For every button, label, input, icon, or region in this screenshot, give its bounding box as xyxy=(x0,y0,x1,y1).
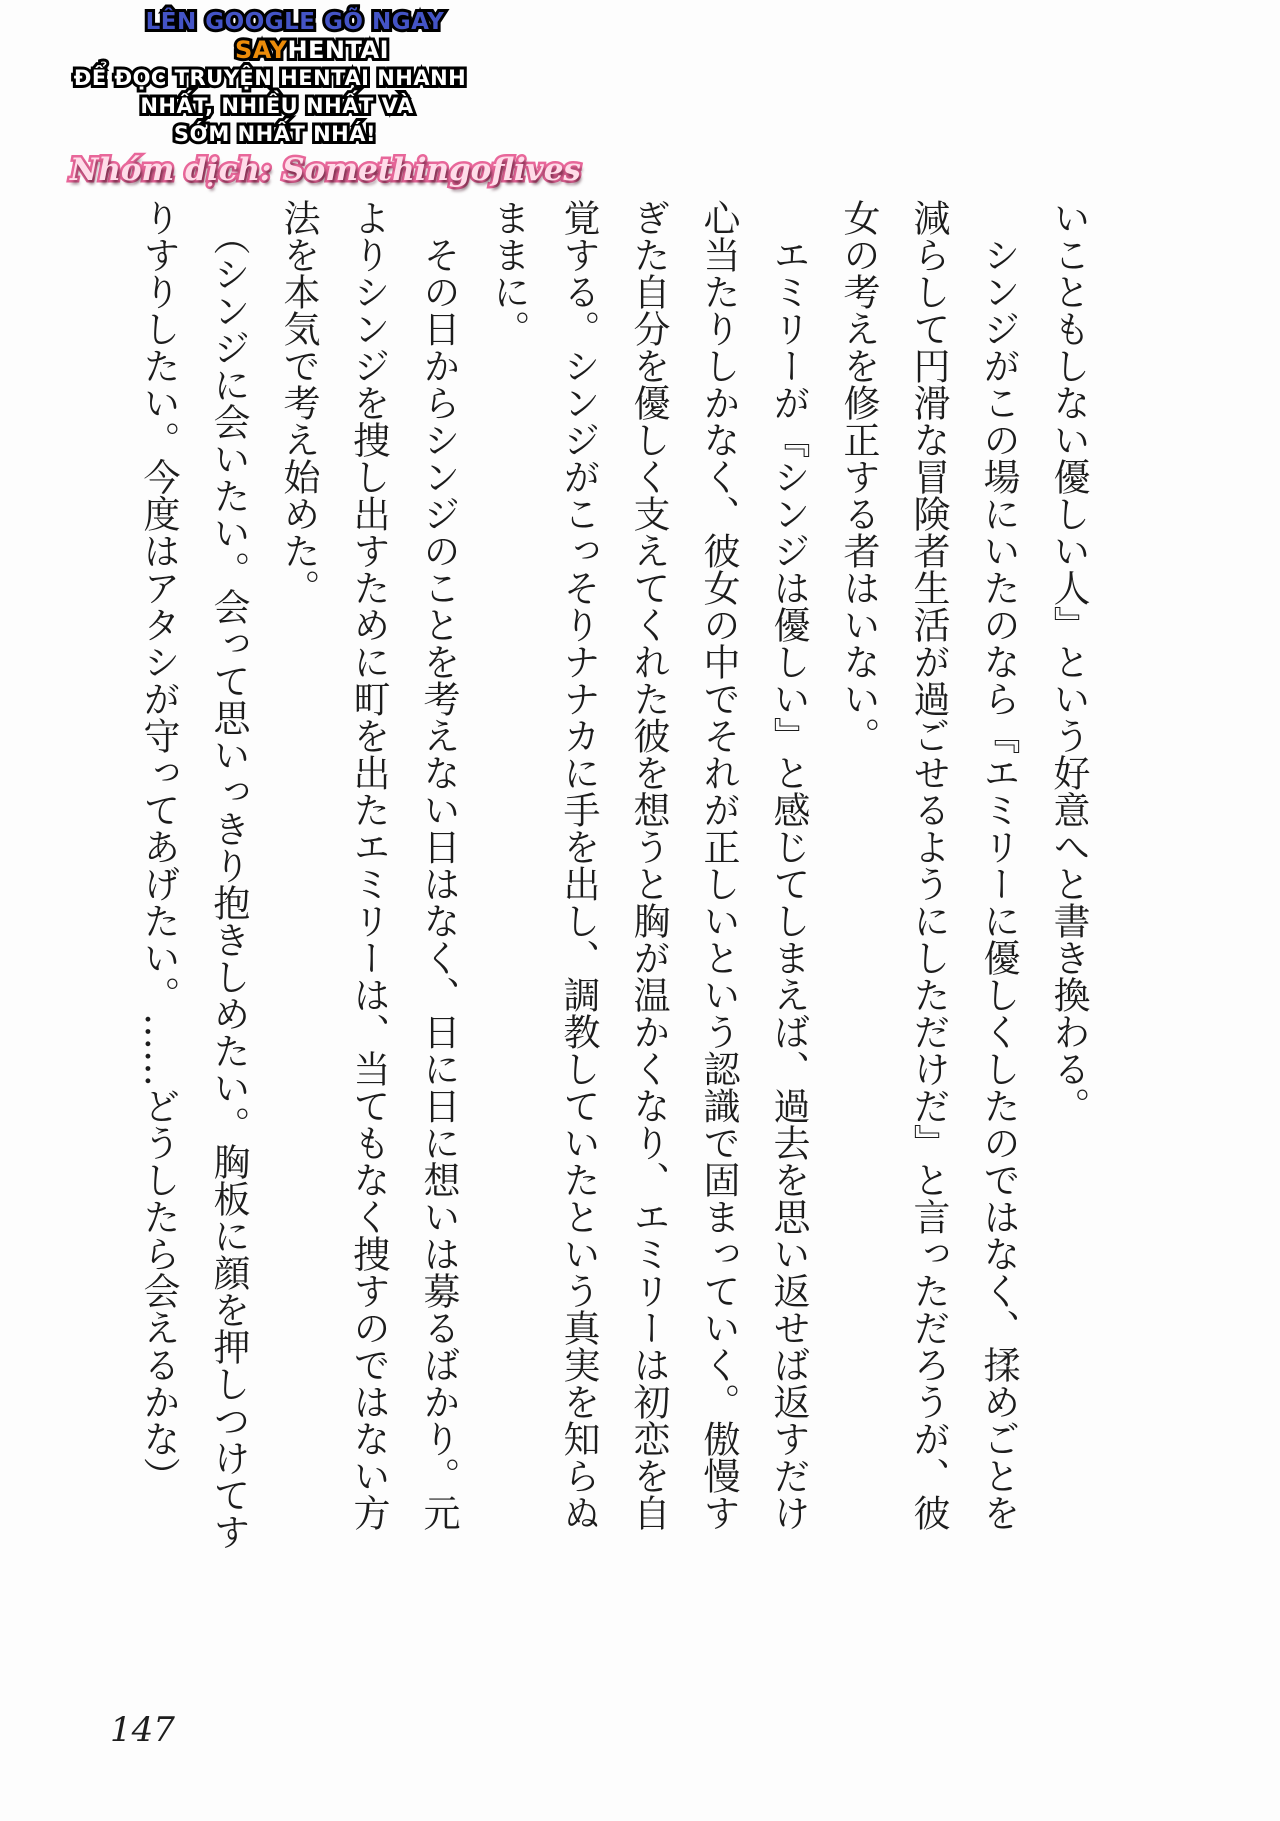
text-column: 心当たりしかなく、彼女の中でそれが正しいという認識で固まっていく。傲慢す xyxy=(697,199,740,1531)
watermark-line-3: ĐỂ ĐỌC TRUYỆN HENTAI NHANH xyxy=(73,66,467,90)
text-column: 法を本気で考え始めた。 xyxy=(277,199,320,606)
text-column: エミリーが『シンジは優しい』と感じてしまえば、過去を思い返せば返すだけ xyxy=(767,236,810,1531)
text-column: 女の考えを修正する者はいない。 xyxy=(837,199,880,754)
text-column: 減らして円滑な冒険者生活が過ごせるようにしただけだ』と言っただろうが、彼 xyxy=(907,199,950,1531)
watermark-line-1: LÊN GOOGLE GÕ NGAY xyxy=(145,9,445,35)
text-column: （シンジに会いたい。会って思いっきり抱きしめたい。胸板に顔を押しつけてす xyxy=(207,218,250,1550)
text-column: よりシンジを捜し出すために町を出たエミリーは、当てもなく捜すのではない方 xyxy=(347,199,390,1531)
watermark-line-4: NHẤT, NHIỀU NHẤT VÀ xyxy=(140,94,414,118)
text-column: ぎた自分を優しく支えてくれた彼を想うと胸が温かくなり、エミリーは初恋を自 xyxy=(627,199,670,1531)
text-column: 覚する。シンジがこっそりナナカに手を出し、調教していたという真実を知らぬ xyxy=(557,199,600,1531)
text-column: その日からシンジのことを考えない日はなく、日に日に想いは募るばかり。元 xyxy=(417,236,460,1531)
text-column: シンジがこの場にいたのなら『エミリーに優しくしたのではなく、揉めごとを xyxy=(977,236,1020,1531)
page-number: 147 xyxy=(110,1710,175,1750)
watermark-site-say: SAY xyxy=(234,36,288,64)
text-column: ままに。 xyxy=(487,199,530,347)
text-column: いこともしない優しい人』という好意へと書き換わる。 xyxy=(1047,199,1090,1124)
text-column: りすりしたい。今度はアタシが守ってあげたい。……どうしたら会えるかな） xyxy=(137,199,180,1494)
translator-credit: Nhóm dịch: Somethingoflives xyxy=(70,152,581,188)
watermark-line-2 xyxy=(64,36,476,64)
watermark-banner xyxy=(64,8,581,188)
watermark-line-5: SỚM NHẤT NHÁ! xyxy=(173,122,377,146)
watermark-site-hentai: HENTAI xyxy=(287,36,390,64)
novel-text-block xyxy=(123,199,1103,1550)
